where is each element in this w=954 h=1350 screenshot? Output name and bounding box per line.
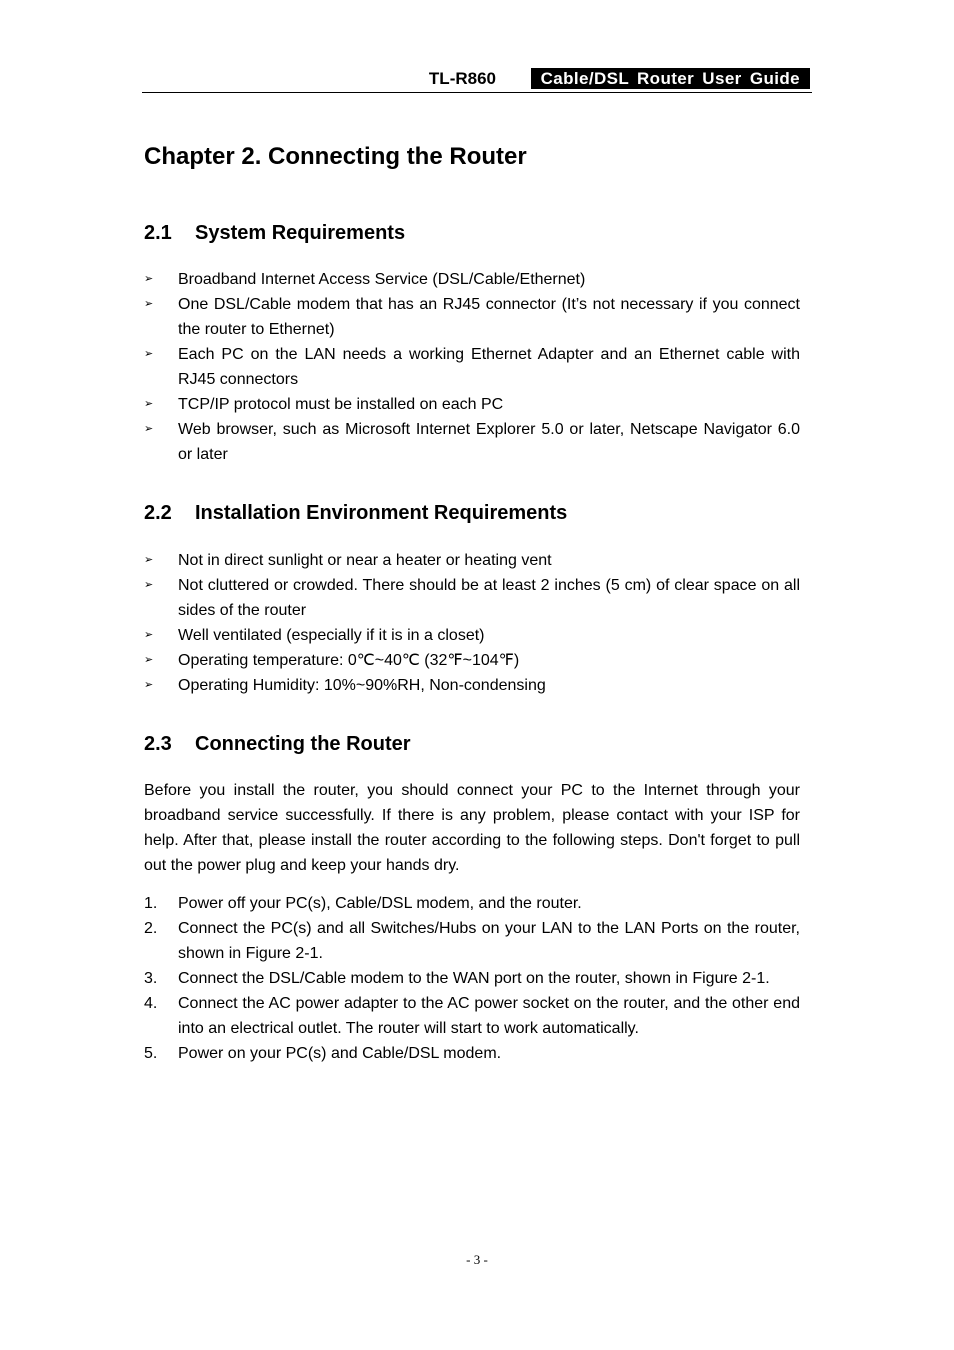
list-item: ➢ Broadband Internet Access Service (DSL/Cable/Ethernet) — [144, 267, 800, 292]
section-title: System Requirements — [195, 222, 406, 244]
step-number: 4. — [144, 995, 158, 1012]
list-item: ➢ Web browser, such as Microsoft Internet Explorer 5.0 or later, Netscape Navigator 6.0 or later — [144, 417, 800, 467]
arrow-bullet-icon: ➢ — [144, 273, 154, 285]
section-number: 2.1 — [144, 222, 172, 244]
arrow-bullet-icon: ➢ — [144, 579, 154, 591]
page-number: - 3 - — [466, 1252, 488, 1267]
arrow-bullet-icon: ➢ — [144, 654, 154, 666]
list-item: ➢ TCP/IP protocol must be installed on each PC — [144, 392, 800, 417]
installation-steps-list — [144, 891, 800, 1066]
section-heading-2-1 — [144, 220, 405, 246]
header-model: TL-R860 — [428, 69, 496, 88]
arrow-bullet-icon: ➢ — [144, 554, 154, 566]
step-item: 2. Connect the PC(s) and all Switches/Hubs on your LAN to the LAN Ports on the router, shown in Figure 2-1. — [144, 916, 800, 966]
arrow-bullet-icon: ➢ — [144, 629, 154, 641]
list-item: ➢ Not cluttered or crowded. There should be at least 2 inches (5 cm) of clear space on all sides of the router — [144, 573, 800, 623]
section-title: Connecting the Router — [195, 733, 411, 755]
section-number: 2.2 — [144, 502, 172, 524]
header-title: Cable/DSL Router User Guide — [531, 68, 810, 89]
arrow-bullet-icon: ➢ — [144, 423, 154, 435]
section-title: Installation Environment Requirements — [195, 502, 568, 524]
step-number: 2. — [144, 920, 158, 937]
step-item: 4. Connect the AC power adapter to the AC power socket on the router, and the other end into an electrical outlet. The router will start to work automatically. — [144, 991, 800, 1041]
intro-paragraph: Before you install the router, you should connect your PC to the Internet through your broadband service successfully. If there is any problem, please contact with your ISP for help. After that, please install the router according to the following steps. Don't forget to pull out the power plug and keep your hands dry. — [144, 782, 800, 874]
arrow-bullet-icon: ➢ — [144, 398, 154, 410]
list-item: ➢ Well ventilated (especially if it is in a closet) — [144, 623, 800, 648]
arrow-bullet-icon: ➢ — [144, 298, 154, 310]
step-item: 3. Connect the DSL/Cable modem to the WAN port on the router, shown in Figure 2-1. — [144, 966, 800, 991]
step-number: 1. — [144, 895, 158, 912]
step-item: 5. Power on your PC(s) and Cable/DSL modem. — [144, 1041, 800, 1066]
system-requirements-list — [144, 267, 800, 467]
step-number: 5. — [144, 1045, 158, 1062]
section-number: 2.3 — [144, 733, 172, 755]
step-item: 1. Power off your PC(s), Cable/DSL modem, and the router. — [144, 891, 800, 916]
list-item: ➢ Each PC on the LAN needs a working Ethernet Adapter and an Ethernet cable with RJ45 connectors — [144, 342, 800, 392]
step-number: 3. — [144, 970, 158, 987]
list-item: ➢ One DSL/Cable modem that has an RJ45 connector (It’s not necessary if you connect the router to Ethernet) — [144, 292, 800, 342]
arrow-bullet-icon: ➢ — [144, 348, 154, 360]
list-item: ➢ Operating Humidity: 10%~90%RH, Non-condensing — [144, 673, 800, 698]
section-heading-2-3 — [144, 731, 411, 757]
page-header — [142, 68, 812, 93]
list-item: ➢ Operating temperature: 0℃~40℃ (32℉~104℉) — [144, 648, 800, 673]
arrow-bullet-icon: ➢ — [144, 679, 154, 691]
chapter-title: Chapter 2. Connecting the Router — [144, 143, 527, 170]
installation-environment-list — [144, 548, 800, 698]
section-heading-2-2 — [144, 500, 567, 526]
list-item: ➢ Not in direct sunlight or near a heater or heating vent — [144, 548, 800, 573]
